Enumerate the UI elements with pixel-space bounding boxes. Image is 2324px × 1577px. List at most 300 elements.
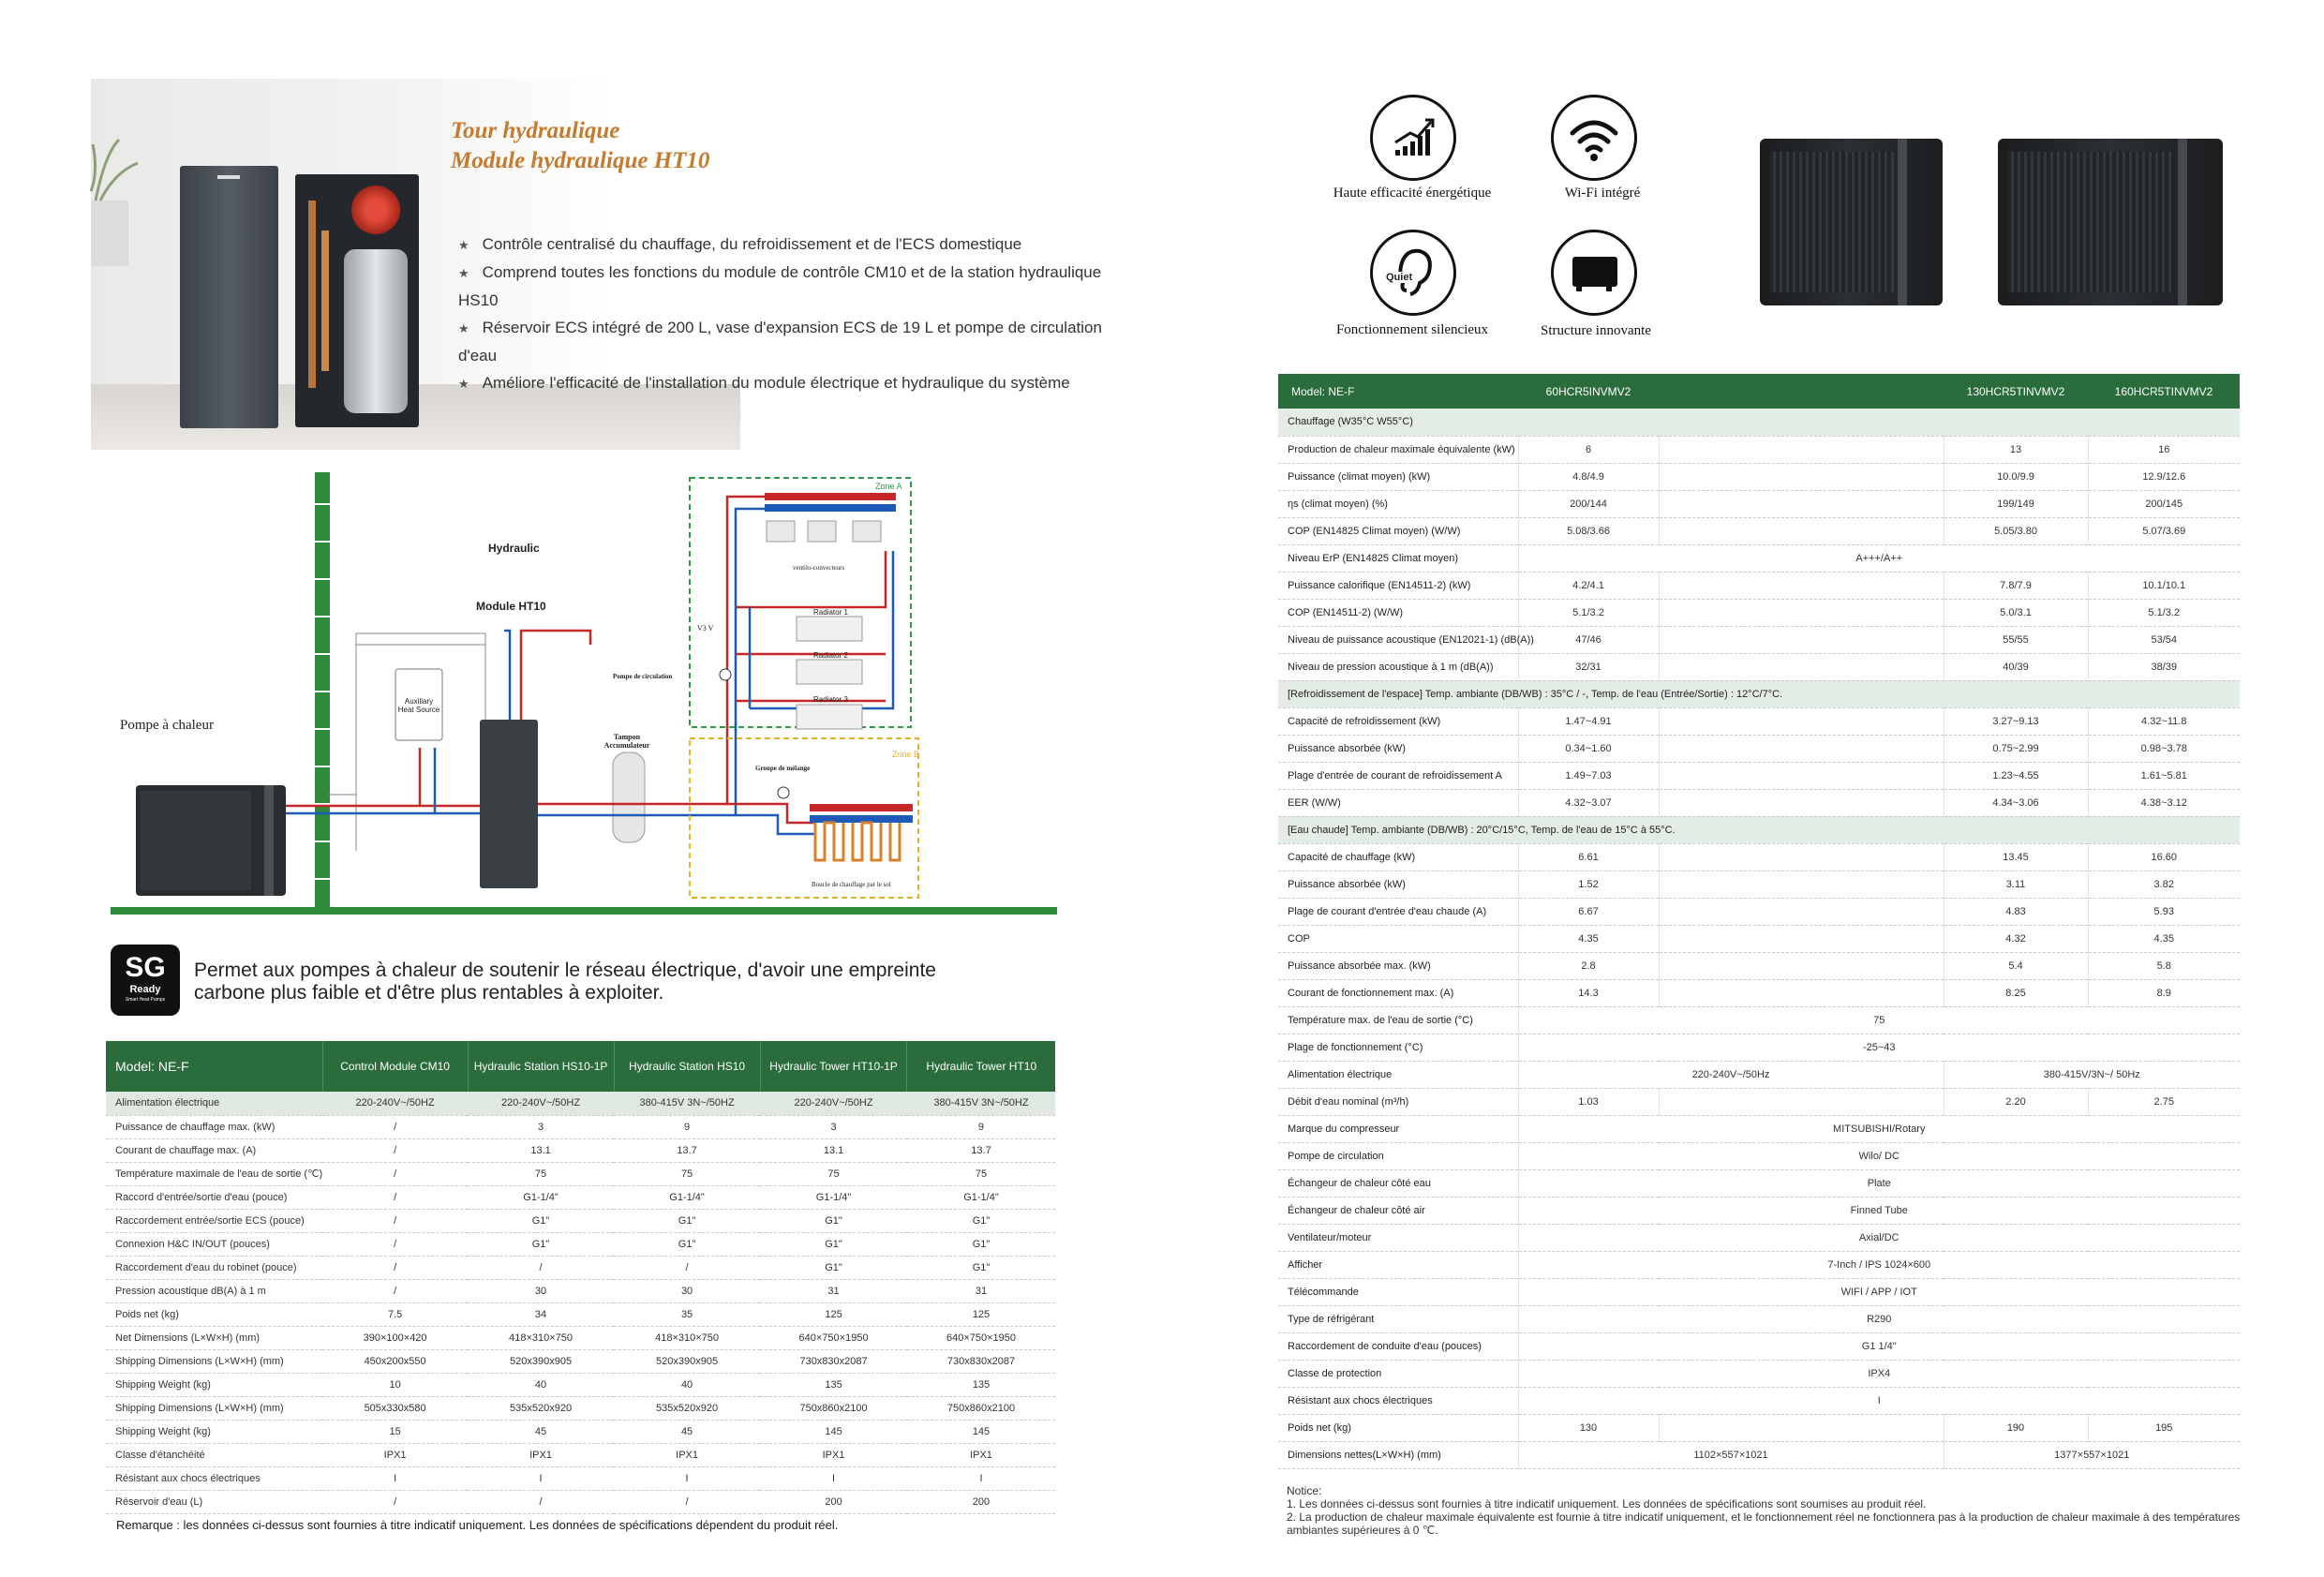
cell-value: 4.35 [2088, 925, 2240, 952]
cell-value: 3 [468, 1115, 614, 1138]
cell-value: 7-Inch / IPS 1024×600 [1518, 1251, 2240, 1278]
row-label: Raccord d'entrée/sortie d'eau (pouce) [106, 1185, 322, 1209]
table-row [1278, 1142, 2240, 1169]
table-row [1278, 1115, 2240, 1142]
diagram-label-boucle: Boucle de chauffage par le sol [812, 881, 891, 888]
cell-value: 55/55 [1944, 626, 2088, 653]
table-row [1278, 517, 2240, 544]
cell-value: WIFI / APP / IOT [1518, 1278, 2240, 1305]
cell-value: 30 [614, 1279, 760, 1302]
cell-value: 40 [468, 1373, 614, 1396]
section-label: [Refroidissement de l'espace] Temp. ambiante (DB/WB) : 35°C / -, Temp. de l'eau (Entrée/Sortie) : 12°C/7°C. [1278, 680, 2240, 707]
cell-value: / [614, 1256, 760, 1279]
star-icon: ★ [458, 266, 469, 280]
row-label: COP (EN14511-2) (W/W) [1278, 599, 1518, 626]
cell-value: 8.25 [1944, 979, 2088, 1006]
cell-value [1659, 517, 1944, 544]
cell-value: 13.7 [907, 1138, 1055, 1162]
hero-banner [91, 79, 1102, 450]
row-label: Puissance absorbée (kW) [1278, 870, 1518, 898]
cell-value: IPX1 [614, 1443, 760, 1466]
cell-value: / [322, 1138, 468, 1162]
cell-value: G1-1/4" [468, 1185, 614, 1209]
cell-value: 32/31 [1518, 653, 1659, 680]
cell-value: 13 [1944, 436, 2088, 463]
cell-value: Axial/DC [1518, 1224, 2240, 1251]
cell-value: / [322, 1279, 468, 1302]
table-header: 130HCR5TINVMV2 [1944, 374, 2088, 409]
cell-value: 0.34~1.60 [1518, 735, 1659, 762]
feature-list [458, 231, 1102, 397]
cell-value: I [614, 1466, 760, 1490]
cell-value [1659, 463, 1944, 490]
table-row [1278, 653, 2240, 680]
cell-value: / [322, 1256, 468, 1279]
row-label: Classe d'étanchéité [106, 1443, 322, 1466]
cell-value: 640×750×1950 [907, 1326, 1055, 1349]
cell-value: 390×100×420 [322, 1326, 468, 1349]
cell-value [1659, 436, 1944, 463]
row-label: Ventilateur/moteur [1278, 1224, 1518, 1251]
cell-value: / [322, 1185, 468, 1209]
table-row [1278, 925, 2240, 952]
table-row [106, 1420, 1055, 1443]
cell-value: 6 [1518, 436, 1659, 463]
row-label: Niveau de puissance acoustique (EN12021-1) (dB(A)) [1278, 626, 1518, 653]
cell-value [1659, 735, 1944, 762]
row-label: Température max. de l'eau de sortie (°C) [1278, 1006, 1518, 1034]
star-icon: ★ [458, 377, 469, 391]
row-label: Capacité de chauffage (kW) [1278, 843, 1518, 870]
cell-value: 10 [322, 1373, 468, 1396]
cell-value: 418×310×750 [614, 1326, 760, 1349]
row-label: Alimentation électrique [1278, 1061, 1518, 1088]
heat-pump-image-large [1998, 139, 2223, 305]
row-label: Pompe de circulation [1278, 1142, 1518, 1169]
cell-value: 520x390x905 [614, 1349, 760, 1373]
feature-item [458, 314, 1114, 369]
cell-value: 75 [468, 1162, 614, 1185]
row-label: Télécommande [1278, 1278, 1518, 1305]
cell-value: 2.20 [1944, 1088, 2088, 1115]
table-row [106, 1279, 1055, 1302]
quiet-word: Quiet [1386, 272, 1413, 283]
cell-value [1659, 898, 1944, 925]
cell-value: / [468, 1256, 614, 1279]
table-row [1278, 1006, 2240, 1034]
cell-value: 75 [614, 1162, 760, 1185]
table-row [106, 1466, 1055, 1490]
row-label: Connexion H&C IN/OUT (pouces) [106, 1232, 322, 1256]
table-row [1278, 898, 2240, 925]
row-label: Type de réfrigérant [1278, 1305, 1518, 1332]
cell-value: 75 [907, 1162, 1055, 1185]
structure-label: Structure innovante [1541, 323, 1651, 338]
cell-value: 5.08/3.66 [1518, 517, 1659, 544]
cell-value: 1.03 [1518, 1088, 1659, 1115]
table-header: Control Module CM10 [322, 1041, 468, 1092]
cell-value: 220-240V~/50HZ [468, 1092, 614, 1115]
sg-badge-sub: Ready [129, 984, 161, 995]
diagram-label-radiator1: Radiator 1 [813, 608, 848, 617]
cell-value: 750x860x2100 [907, 1396, 1055, 1420]
cell-value: 4.32~3.07 [1518, 789, 1659, 816]
section-label: [Eau chaude] Temp. ambiante (DB/WB) : 20°C/15°C, Temp. de l'eau de 15°C à 55°C. [1278, 816, 2240, 843]
row-label: Plage de courant d'entrée d'eau chaude (A) [1278, 898, 1518, 925]
efficiency-label: Haute efficacité énergétique [1333, 186, 1492, 201]
hydraulic-spec-table [106, 1041, 1055, 1514]
table-row [1278, 843, 2240, 870]
diagram-label-v3v: V3 V [697, 624, 714, 632]
diagram-label-zone-b: Zone B [892, 750, 920, 759]
star-icon: ★ [458, 238, 469, 252]
table-row [1278, 1169, 2240, 1197]
row-label: Puissance absorbée (kW) [1278, 735, 1518, 762]
diagram-label-hydraulic: Hydraulic [488, 542, 540, 555]
table-row [106, 1185, 1055, 1209]
row-label: Résistant aux chocs électriques [1278, 1387, 1518, 1414]
cell-value: G1" [760, 1256, 907, 1279]
cell-value: 5.07/3.69 [2088, 517, 2240, 544]
row-label: ηs (climat moyen) (%) [1278, 490, 1518, 517]
cell-value: 200 [760, 1490, 907, 1513]
table-row [106, 1396, 1055, 1420]
silent-label: Fonctionnement silencieux [1335, 322, 1489, 337]
cell-value: 13.7 [614, 1138, 760, 1162]
cell-value: Plate [1518, 1169, 2240, 1197]
cell-value: 3.11 [1944, 870, 2088, 898]
cell-value: G1" [468, 1209, 614, 1232]
cell-value: I [907, 1466, 1055, 1490]
table-row [106, 1302, 1055, 1326]
row-label: Capacité de refroidissement (kW) [1278, 707, 1518, 735]
cell-value: Finned Tube [1518, 1197, 2240, 1224]
row-label: Réservoir d'eau (L) [106, 1490, 322, 1513]
row-label: Niveau de pression acoustique à 1 m (dB(A)) [1278, 653, 1518, 680]
cell-value: 220-240V~/50Hz [1518, 1061, 1944, 1088]
feature-text: Comprend toutes les fonctions du module de contrôle CM10 et de la station hydraulique HS10 [458, 263, 1102, 309]
cell-value: 1.23~4.55 [1944, 762, 2088, 789]
row-label: Courant de fonctionnement max. (A) [1278, 979, 1518, 1006]
cell-value: G1" [907, 1209, 1055, 1232]
table-row [1278, 789, 2240, 816]
row-label: Niveau ErP (EN14825 Climat moyen) [1278, 544, 1518, 572]
cell-value: 380-415V 3N~/50HZ [907, 1092, 1055, 1115]
cell-value: 2.8 [1518, 952, 1659, 979]
cell-value: 7.5 [322, 1302, 468, 1326]
cell-value: R290 [1518, 1305, 2240, 1332]
cell-value: 520x390x905 [468, 1349, 614, 1373]
cell-value: 35 [614, 1302, 760, 1326]
cell-value: 12.9/12.6 [2088, 463, 2240, 490]
row-label: Débit d'eau nominal (m³/h) [1278, 1088, 1518, 1115]
row-label: Poids net (kg) [1278, 1414, 1518, 1441]
cell-value: 5.05/3.80 [1944, 517, 2088, 544]
cell-value: 53/54 [2088, 626, 2240, 653]
row-label: Puissance de chauffage max. (kW) [106, 1115, 322, 1138]
table-row [106, 1138, 1055, 1162]
hero-title-line1: Tour hydraulique [451, 118, 620, 143]
table-row [1278, 626, 2240, 653]
cell-value: G1" [468, 1232, 614, 1256]
cell-value: G1" [907, 1232, 1055, 1256]
section-label: Chauffage (W35°C W55°C) [1278, 409, 2240, 436]
table-row [106, 1326, 1055, 1349]
notice-title: Notice: [1287, 1484, 1322, 1497]
table-row [1278, 436, 2240, 463]
diagram-label-radiator3: Radiator 3 [813, 695, 848, 704]
sg-description [194, 960, 1037, 1004]
cell-value: 10.0/9.9 [1944, 463, 2088, 490]
cell-value [1659, 762, 1944, 789]
cell-value: / [322, 1115, 468, 1138]
cell-value [1659, 599, 1944, 626]
cell-value [1659, 490, 1944, 517]
plant-image [91, 135, 147, 266]
notice-1: 1. Les données ci-dessus sont fournies à titre indicatif uniquement. Les données de spécifications sont soumises au produit réel. [1287, 1497, 1927, 1510]
row-label: Shipping Weight (kg) [106, 1373, 322, 1396]
cell-value: 16 [2088, 436, 2240, 463]
notice-2: 2. La production de chaleur maximale équivalente est fournie à titre indicatif uniquement, et le fonctionnement réel ne fonctionnera pas à la production de chaleur maximale à des températures ambiantes supérieures à 0 ℃. [1287, 1510, 2241, 1537]
table-header: Model: NE-F [106, 1041, 322, 1092]
cell-value [1659, 843, 1944, 870]
feature-text: Réservoir ECS intégré de 200 L, vase d'expansion ECS de 19 L et pompe de circulation d'eau [458, 319, 1102, 364]
cell-value: 125 [907, 1302, 1055, 1326]
cell-value: Wilo/ DC [1518, 1142, 2240, 1169]
cell-value: 505x330x580 [322, 1396, 468, 1420]
cell-value: 2.75 [2088, 1088, 2240, 1115]
cell-value: 6.67 [1518, 898, 1659, 925]
cell-value: 1377×557×1021 [1944, 1441, 2240, 1468]
hero-title [451, 116, 709, 176]
sg-badge-main: SG [125, 952, 166, 983]
row-label: Raccordement d'eau du robinet (pouce) [106, 1256, 322, 1279]
star-icon: ★ [458, 321, 469, 335]
table-row [106, 1490, 1055, 1513]
cell-value: 16.60 [2088, 843, 2240, 870]
diagram-label-module: Module HT10 [476, 600, 546, 613]
cell-value: / [322, 1209, 468, 1232]
cell-value [1659, 952, 1944, 979]
cell-value [1659, 789, 1944, 816]
table-row [1278, 1034, 2240, 1061]
cell-value: 47/46 [1518, 626, 1659, 653]
feature-text: Améliore l'efficacité de l'installation du module électrique et hydraulique du système [482, 374, 1070, 392]
aux-line1: Auxiliary [404, 697, 434, 706]
table-row [1278, 870, 2240, 898]
cell-value: 1.47~4.91 [1518, 707, 1659, 735]
table-row [1278, 1197, 2240, 1224]
diagram-label-groupe: Groupe de mélange [755, 765, 811, 772]
heat-pump-spec-table [1278, 374, 2240, 1469]
table-header: Hydraulic Station HS10-1P [468, 1041, 614, 1092]
cell-value: 31 [907, 1279, 1055, 1302]
cell-value: I [322, 1466, 468, 1490]
table-row [1278, 762, 2240, 789]
table-row [1278, 1332, 2240, 1360]
cell-value: -25~43 [1518, 1034, 2240, 1061]
table-header: Model: NE-F [1278, 374, 1518, 409]
cell-value [1659, 925, 1944, 952]
table-row [1278, 1251, 2240, 1278]
tampon-line2: Accumulateur [603, 741, 650, 750]
table-header: Hydraulic Station HS10 [614, 1041, 760, 1092]
cell-value: 45 [468, 1420, 614, 1443]
table-header-row [106, 1041, 1055, 1092]
cell-value: 75 [760, 1162, 907, 1185]
row-label: Afficher [1278, 1251, 1518, 1278]
cell-value: MITSUBISHI/Rotary [1518, 1115, 2240, 1142]
quiet-icon [1370, 230, 1456, 316]
cell-value: 13.1 [760, 1138, 907, 1162]
cell-value: 220-240V~/50HZ [760, 1092, 907, 1115]
cell-value: I [468, 1466, 614, 1490]
cell-value: 4.8/4.9 [1518, 463, 1659, 490]
cell-value: 13.1 [468, 1138, 614, 1162]
row-label: Échangeur de chaleur côté eau [1278, 1169, 1518, 1197]
cell-value: 4.2/4.1 [1518, 572, 1659, 599]
tower-closed-image [180, 166, 278, 428]
row-label: COP [1278, 925, 1518, 952]
table-row [106, 1232, 1055, 1256]
table-header: 60HCR5INVMV2 [1518, 374, 1659, 409]
left-table-note: Remarque : les données ci-dessus sont fournies à titre indicatif uniquement. Les données de spécifications dépendent du produit réel. [116, 1518, 839, 1532]
cell-value: 5.1/3.2 [1518, 599, 1659, 626]
cell-value: 418×310×750 [468, 1326, 614, 1349]
cell-value: 31 [760, 1279, 907, 1302]
diagram-label-zone-a: Zone A [875, 482, 902, 491]
cell-value: 220-240V~/50HZ [322, 1092, 468, 1115]
row-label: Net Dimensions (L×W×H) (mm) [106, 1326, 322, 1349]
table-row [1278, 979, 2240, 1006]
cell-value: G1" [907, 1256, 1055, 1279]
cell-value: IPX1 [322, 1443, 468, 1466]
table-row [1278, 1387, 2240, 1414]
cell-value: 730x830x2087 [907, 1349, 1055, 1373]
table-row [1278, 572, 2240, 599]
cell-value [1659, 870, 1944, 898]
cell-value [1659, 1414, 1944, 1441]
row-label: Alimentation électrique [106, 1092, 322, 1115]
cell-value: 5.93 [2088, 898, 2240, 925]
section-row [1278, 816, 2240, 843]
cell-value: 145 [760, 1420, 907, 1443]
row-label: Pression acoustique dB(A) à 1 m [106, 1279, 322, 1302]
cell-value: 4.38~3.12 [2088, 789, 2240, 816]
cell-value: 30 [468, 1279, 614, 1302]
diagram-label-radiator2: Radiator 2 [813, 651, 848, 660]
cell-value: 135 [907, 1373, 1055, 1396]
diagram-label-tampon [594, 733, 660, 750]
cell-value: 14.3 [1518, 979, 1659, 1006]
cell-value: 380-415V 3N~/50HZ [614, 1092, 760, 1115]
tampon-line1: Tampon [613, 733, 641, 741]
cell-value [1659, 626, 1944, 653]
cell-value: 750x860x2100 [760, 1396, 907, 1420]
row-label: Température maximale de l'eau de sortie (℃) [106, 1162, 322, 1185]
row-label: Production de chaleur maximale équivalente (kW) [1278, 436, 1518, 463]
row-label: Puissance calorifique (EN14511-2) (kW) [1278, 572, 1518, 599]
sg-text-line1: Permet aux pompes à chaleur de soutenir le réseau électrique, d'avoir une empreinte [194, 960, 936, 981]
cell-value: IPX1 [760, 1443, 907, 1466]
cell-value: 40/39 [1944, 653, 2088, 680]
row-label: Marque du compresseur [1278, 1115, 1518, 1142]
cell-value: 9 [907, 1115, 1055, 1138]
cell-value: G1" [760, 1209, 907, 1232]
heat-pump-image [1760, 139, 1943, 305]
cell-value: G1-1/4" [907, 1185, 1055, 1209]
feature-item [458, 231, 1114, 259]
cell-value: 130 [1518, 1414, 1659, 1441]
cell-value: 13.45 [1944, 843, 2088, 870]
cell-value: / [322, 1162, 468, 1185]
sg-badge-tiny: Smart Heat Pumps [125, 997, 166, 1003]
table-row [1278, 463, 2240, 490]
cell-value: 4.34~3.06 [1944, 789, 2088, 816]
cell-value: 145 [907, 1420, 1055, 1443]
row-label: Plage d'entrée de courant de refroidissement A [1278, 762, 1518, 789]
table-header-row [1278, 374, 2240, 409]
row-label: Shipping Dimensions (L×W×H) (mm) [106, 1349, 322, 1373]
cell-value: 3 [760, 1115, 907, 1138]
cell-value: 40 [614, 1373, 760, 1396]
table-row [106, 1209, 1055, 1232]
tower-open-image [295, 174, 419, 427]
table-row [1278, 735, 2240, 762]
cell-value: IPX1 [907, 1443, 1055, 1466]
hero-title-line2: Module hydraulique HT10 [451, 148, 710, 173]
cell-value [1659, 653, 1944, 680]
cell-value: 4.35 [1518, 925, 1659, 952]
feature-text: Contrôle centralisé du chauffage, du refroidissement et de l'ECS domestique [482, 235, 1022, 253]
efficiency-icon [1370, 95, 1456, 181]
cell-value: 190 [1944, 1414, 2088, 1441]
cell-value: 9 [614, 1115, 760, 1138]
cell-value: 5.4 [1944, 952, 2088, 979]
cell-value [1659, 1088, 1944, 1115]
table-row [1278, 1414, 2240, 1441]
cell-value: / [322, 1232, 468, 1256]
table-header: Hydraulic Tower HT10 [907, 1041, 1055, 1092]
table-row [1278, 490, 2240, 517]
table-row [106, 1092, 1055, 1115]
cell-value: 5.0/3.1 [1944, 599, 2088, 626]
cell-value: 1102×557×1021 [1518, 1441, 1944, 1468]
table-row [106, 1256, 1055, 1279]
row-label: Puissance (climat moyen) (kW) [1278, 463, 1518, 490]
cell-value: 4.83 [1944, 898, 2088, 925]
table-row [1278, 544, 2240, 572]
cell-value: 38/39 [2088, 653, 2240, 680]
row-label: Courant de chauffage max. (A) [106, 1138, 322, 1162]
cell-value: 7.8/7.9 [1944, 572, 2088, 599]
cell-value: I [760, 1466, 907, 1490]
row-label: Résistant aux chocs électriques [106, 1466, 322, 1490]
table-row [1278, 1305, 2240, 1332]
cell-value: 1.61~5.81 [2088, 762, 2240, 789]
cell-value: 4.32 [1944, 925, 2088, 952]
cell-value: / [614, 1490, 760, 1513]
row-label: Shipping Dimensions (L×W×H) (mm) [106, 1396, 322, 1420]
cell-value: 0.98~3.78 [2088, 735, 2240, 762]
table-row [1278, 599, 2240, 626]
cell-value [1659, 572, 1944, 599]
row-label: Poids net (kg) [106, 1302, 322, 1326]
table-header-empty [1659, 374, 1944, 409]
cell-value: 200/144 [1518, 490, 1659, 517]
row-label: EER (W/W) [1278, 789, 1518, 816]
cell-value: 3.27~9.13 [1944, 707, 2088, 735]
